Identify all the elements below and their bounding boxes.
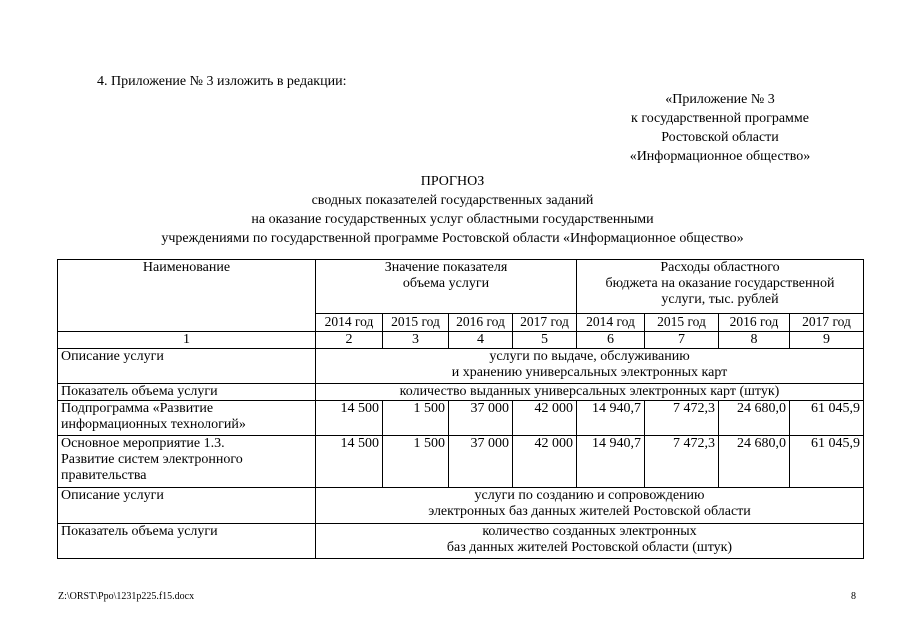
document-heading	[0, 172, 905, 248]
header-name: Наименование	[58, 260, 316, 332]
value-cell: 24 680,0	[719, 436, 790, 488]
year-cell: 2016 год	[719, 314, 790, 332]
column-number: 2	[316, 332, 383, 349]
row-label: Показатель объема услуги	[58, 384, 316, 401]
service-description: услуги по созданию и сопровождению электронных баз данных жителей Ростовской области	[316, 488, 864, 524]
year-cell: 2015 год	[645, 314, 719, 332]
value-cell: 37 000	[449, 401, 513, 436]
page-number: 8	[851, 591, 856, 602]
value-cell: 24 680,0	[719, 401, 790, 436]
value-cell: 42 000	[513, 436, 577, 488]
table-column-numbers-row	[58, 332, 864, 349]
value-cell: 7 472,3	[645, 436, 719, 488]
value-cell: 1 500	[383, 436, 449, 488]
column-number: 7	[645, 332, 719, 349]
forecast-table	[57, 259, 864, 559]
table-row	[58, 349, 864, 384]
row-label: Показатель объема услуги	[58, 524, 316, 559]
value-cell: 14 500	[316, 401, 383, 436]
heading-subtitle: учреждениями по государственной программе Ростовской области «Информационное общество»	[161, 231, 744, 246]
row-label: Описание услуги	[58, 349, 316, 384]
year-cell: 2016 год	[449, 314, 513, 332]
table-header-row	[58, 260, 864, 314]
value-cell: 37 000	[449, 436, 513, 488]
table-row	[58, 488, 864, 524]
heading-subtitle: сводных показателей государственных заданий	[311, 193, 594, 208]
file-path: Z:\ORST\Ppo\1231p225.f15.docx	[58, 591, 195, 602]
appendix-line: «Приложение № 3	[665, 92, 775, 107]
appendix-line: «Информационное общество»	[629, 149, 811, 164]
row-label: Основное мероприятие 1.3. Развитие систем электронного правительства	[58, 436, 316, 488]
header-volume: Значение показателя объема услуги	[316, 260, 577, 314]
header-expenses: Расходы областного бюджета на оказание государственной услуги, тыс. рублей	[577, 260, 864, 314]
table-row	[58, 401, 864, 436]
table-row	[58, 384, 864, 401]
indicator-value: количество созданных электронных баз данных жителей Ростовской области (штук)	[316, 524, 864, 559]
value-cell: 7 472,3	[645, 401, 719, 436]
value-cell: 61 045,9	[790, 436, 864, 488]
value-cell: 14 940,7	[577, 401, 645, 436]
year-cell: 2014 год	[577, 314, 645, 332]
value-cell: 61 045,9	[790, 401, 864, 436]
value-cell: 14 940,7	[577, 436, 645, 488]
year-cell: 2015 год	[383, 314, 449, 332]
item-4-text: 4. Приложение № 3 изложить в редакции:	[97, 74, 347, 89]
column-number: 4	[449, 332, 513, 349]
column-number: 8	[719, 332, 790, 349]
column-number: 1	[58, 332, 316, 349]
year-cell: 2017 год	[513, 314, 577, 332]
column-number: 9	[790, 332, 864, 349]
appendix-line: к государственной программе	[631, 111, 809, 126]
table-row	[58, 524, 864, 559]
column-number: 3	[383, 332, 449, 349]
appendix-reference	[590, 90, 850, 166]
value-cell: 1 500	[383, 401, 449, 436]
value-cell: 14 500	[316, 436, 383, 488]
column-number: 6	[577, 332, 645, 349]
indicator-value: количество выданных универсальных электронных карт (штук)	[316, 384, 864, 401]
value-cell: 42 000	[513, 401, 577, 436]
table-row	[58, 436, 864, 488]
year-cell: 2017 год	[790, 314, 864, 332]
service-description: услуги по выдаче, обслуживанию и хранению универсальных электронных карт	[316, 349, 864, 384]
row-label: Подпрограмма «Развитие информационных технологий»	[58, 401, 316, 436]
heading-subtitle: на оказание государственных услуг областными государственными	[251, 212, 654, 227]
year-cell: 2014 год	[316, 314, 383, 332]
appendix-line: Ростовской области	[661, 130, 779, 145]
row-label: Описание услуги	[58, 488, 316, 524]
heading-title: ПРОГНОЗ	[420, 174, 485, 189]
column-number: 5	[513, 332, 577, 349]
